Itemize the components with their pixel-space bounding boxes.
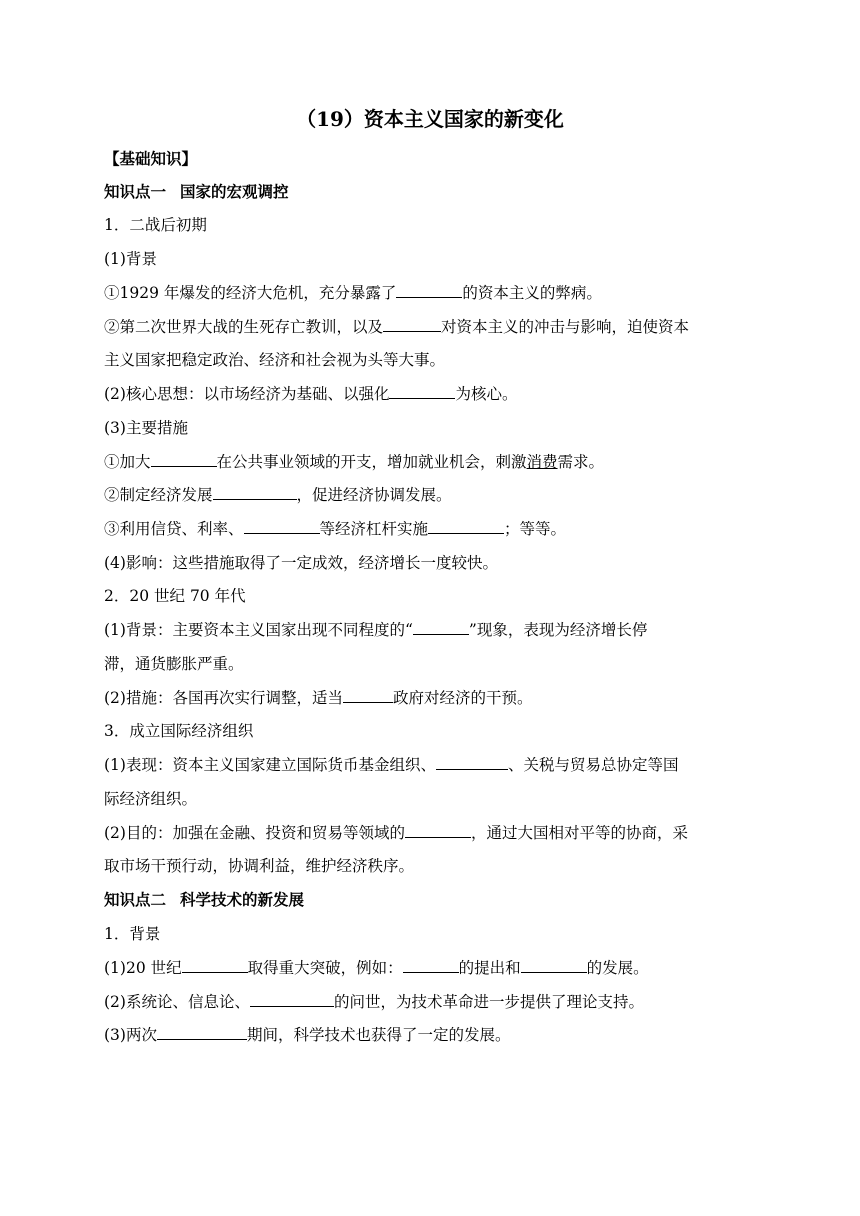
text-segment: 为核心。: [455, 385, 518, 403]
fill-blank: [403, 957, 459, 973]
text-line: [104, 956, 764, 980]
fill-blank: [343, 687, 393, 703]
fill-blank: [389, 383, 455, 399]
text-segment: 的发展。: [586, 959, 649, 977]
text-segment: (1)20 世纪: [104, 959, 182, 977]
text-segment: (2)目的：加强在金融、投资和贸易等领域的: [104, 824, 405, 842]
text-line: 主义国家把稳定政治、经济和社会视为头等大事。: [104, 351, 446, 369]
fill-blank: [405, 822, 471, 838]
text-line: [104, 686, 764, 710]
knowledge-point-2-label: 知识点二: [104, 890, 167, 909]
text-segment: 对资本主义的冲击与影响，迫使资本: [441, 318, 690, 336]
text-segment: (1)背景：主要资本主义国家出现不同程度的“: [104, 621, 413, 639]
fill-blank: [521, 957, 587, 973]
text-segment: (2)系统论、信息论、: [104, 993, 250, 1011]
text-line: [104, 382, 764, 406]
fill-blank: [244, 518, 320, 534]
text-line: 3．成立国际经济组织: [104, 722, 254, 740]
fill-blank: [383, 316, 441, 332]
text-segment: (3)两次: [104, 1026, 157, 1044]
text-line: 际经济组织。: [104, 790, 198, 808]
text-line: [104, 517, 764, 541]
text-segment: ；等等。: [504, 520, 567, 538]
text-segment: ②制定经济发展: [104, 486, 213, 504]
text-segment: 、关税与贸易总协定等国: [507, 756, 679, 774]
text-segment: (1)表现：资本主义国家建立国际货币基金组织、: [104, 756, 436, 774]
text-line: [104, 315, 764, 339]
knowledge-point-2-heading: [104, 888, 764, 912]
text-line: 2．20 世纪 70 年代: [104, 587, 246, 605]
knowledge-point-1-name: 国家的宏观调控: [180, 182, 289, 201]
fill-blank: [436, 754, 508, 770]
knowledge-point-1-label: 知识点一: [104, 182, 167, 201]
text-segment: 的资本主义的弊病。: [462, 284, 602, 302]
fill-blank: [151, 451, 217, 467]
text-line: [104, 483, 764, 507]
text-segment: 期间，科学技术也获得了一定的发展。: [246, 1026, 511, 1044]
text-line: (4)影响：这些措施取得了一定成效，经济增长一度较快。: [104, 554, 498, 572]
text-line: (1)背景: [104, 250, 157, 268]
text-segment: 等经济杠杆实施: [319, 520, 429, 538]
fill-blank: [213, 484, 297, 500]
fill-blank: [413, 619, 469, 635]
text-line: 1．背景: [104, 925, 161, 943]
fill-blank: [250, 991, 334, 1007]
fill-blank: [182, 957, 248, 973]
text-line: 1．二战后初期: [104, 216, 207, 234]
text-line: [104, 281, 764, 305]
text-line: [104, 821, 764, 845]
text-line: 取市场干预行动，协调利益，维护经济秩序。: [104, 857, 415, 875]
text-segment: 在公共事业领域的开支，增加就业机会，刺激: [216, 453, 527, 471]
fill-blank: [396, 282, 462, 298]
text-segment: 政府对经济的干预。: [392, 689, 533, 707]
text-segment: ①1929 年爆发的经济大危机，充分暴露了: [104, 284, 397, 302]
underlined-word: 消费: [526, 453, 558, 471]
text-segment: ②第二次世界大战的生死存亡教训，以及: [104, 318, 384, 336]
text-segment: (2)措施：各国再次实行调整，适当: [104, 689, 343, 707]
text-segment: ，通过大国相对平等的协商，采: [470, 824, 688, 842]
text-line: 滞，通货膨胀严重。: [104, 655, 244, 673]
text-line: [104, 753, 764, 777]
section-header: 【基础知识】: [104, 149, 198, 168]
text-segment: (2)核心思想：以市场经济为基础、以强化: [104, 385, 390, 403]
text-line: [104, 1023, 764, 1047]
text-segment: 的问世，为技术革命进一步提供了理论支持。: [333, 993, 644, 1011]
text-segment: ①加大: [104, 453, 151, 471]
text-line: (3)主要措施: [104, 419, 188, 437]
text-segment: 取得重大突破，例如：: [247, 959, 403, 977]
knowledge-point-2-name: 科学技术的新发展: [180, 890, 305, 909]
text-segment: 的提出和: [458, 959, 521, 977]
text-segment: 需求。: [557, 453, 605, 471]
page-title: （19）资本主义国家的新变化: [296, 107, 564, 131]
fill-blank: [428, 518, 504, 534]
text-line: [104, 990, 764, 1014]
text-segment: ③利用信贷、利率、: [104, 520, 244, 538]
text-segment: ，促进经济协调发展。: [296, 486, 452, 504]
text-line: [104, 618, 764, 642]
text-line: [104, 450, 764, 474]
fill-blank: [157, 1024, 247, 1040]
knowledge-point-1-heading: [104, 180, 764, 204]
text-segment: ”现象，表现为经济增长停: [468, 621, 648, 639]
